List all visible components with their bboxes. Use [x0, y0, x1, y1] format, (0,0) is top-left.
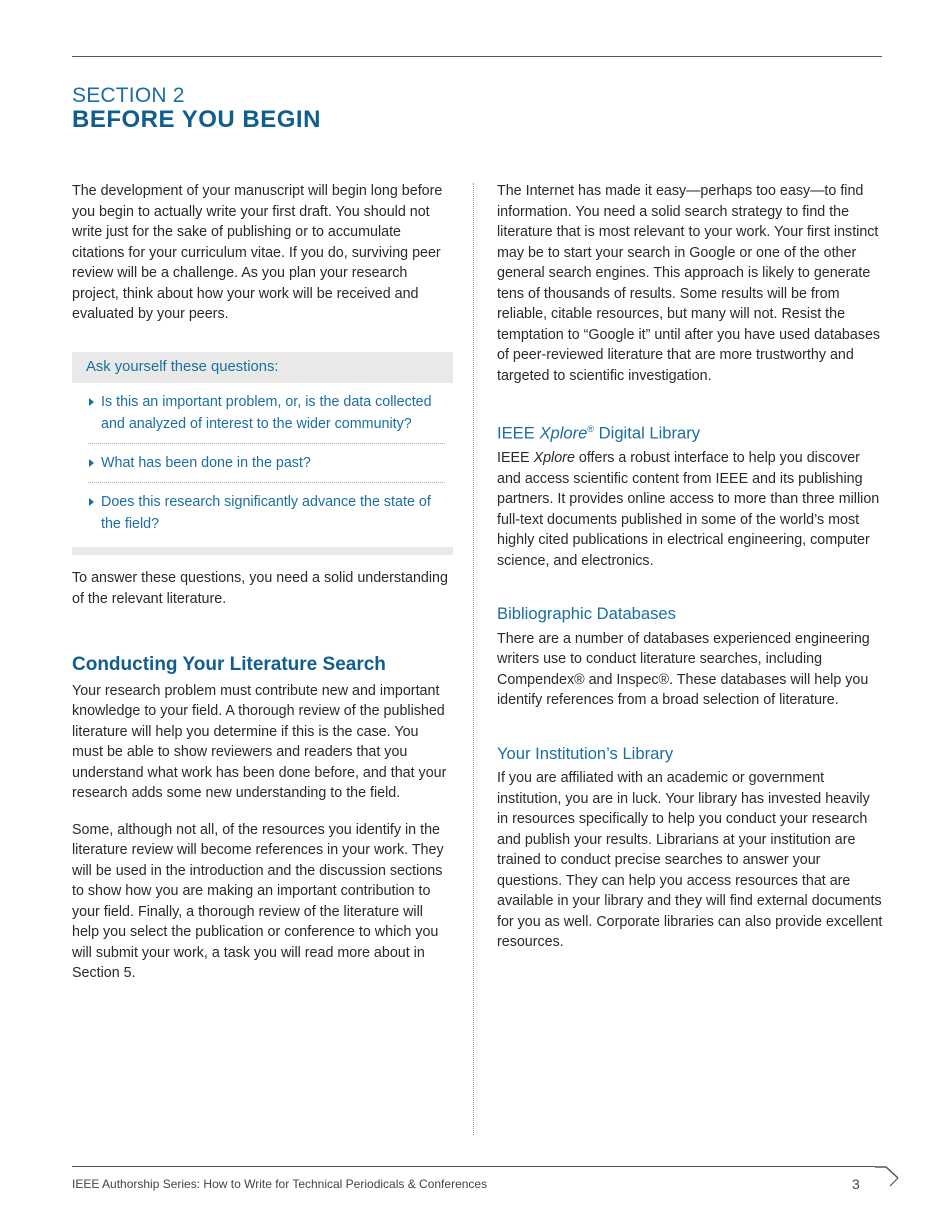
footer-series-title: IEEE Authorship Series: How to Write for Technical Periodicals & Conferences [72, 1177, 488, 1191]
right-column [497, 181, 883, 953]
intro-paragraph: The development of your manuscript will begin long before you begin to actually write your first draft. You should not write just for the sake of publishing or to accumulate citations for your curriculum vitae. If you do, surviving peer review will be a challenge. As you plan your research project, think about how your work will be received and evaluated by your peers. [72, 183, 443, 322]
question-item [88, 483, 445, 547]
literature-search-paragraph-2: Some, although not all, of the resources you identify in the literature review will become references in your work. They will be used in the introduction and the discussion sections to show how you are making an important contribution to your field. Finally, a thorough review of the literature will help you select the publication or conference to which you will submit your work, a task you will read more about in Section 5. [72, 821, 444, 981]
question-text: Is this an important problem, or, is the data collected and analyzed of interest to the wider community? [101, 394, 432, 432]
literature-search-paragraph-1: Your research problem must contribute new and important knowledge to your field. A thorough review of the published literature will help you determine if this is the case. You must be able to show reviewers and readers that you understand what work has been done before, and that your research adds some new understanding to the field. [72, 682, 447, 801]
question-text: What has been done in the past? [101, 455, 311, 471]
bibliographic-body: There are a number of databases experienced engineering writers use to conduct literature searches, including Compendex® and Inspec®. These databases will help you identify references from a broad selection of literature. [497, 630, 870, 709]
question-item [88, 444, 445, 483]
after-box-paragraph: To answer these questions, you need a solid understanding of the relevant literature. [72, 570, 448, 607]
section-label: SECTION 2 [72, 84, 185, 107]
questions-heading: Ask yourself these questions: [72, 352, 453, 384]
left-column [72, 181, 450, 984]
page-corner-icon [870, 1160, 904, 1194]
literature-search-heading: Conducting Your Literature Search [72, 654, 386, 675]
internet-paragraph: The Internet has made it easy—perhaps too easy—to find information. You need a solid search strategy to find the literature that is most relevant to your work. Your first instinct may be to start your search in Google or one of the other general search engines. This approach is likely to generate tens of thousands of results. Some results will be from reliable, citable resources, but many will not. Resist the temptation to “Google it” until after you have used databases of peer-reviewed literature that are more trustworthy and targeted to scientific investigation. [497, 183, 881, 384]
bibliographic-heading: Bibliographic Databases [497, 604, 676, 624]
library-section [497, 744, 883, 953]
xplore-heading: IEEE Xplore® Digital Library [497, 423, 701, 443]
xplore-section [497, 419, 883, 571]
library-heading: Your Institution’s Library [497, 743, 674, 763]
top-rule [72, 56, 882, 57]
bottom-rule [72, 1166, 875, 1167]
section-title: BEFORE YOU BEGIN [72, 106, 321, 133]
question-text: Does this research significantly advance the state of the field? [101, 494, 431, 532]
triangle-bullet-icon [89, 398, 94, 406]
triangle-bullet-icon [89, 498, 94, 506]
questions-box-footer-bar [72, 547, 453, 555]
library-body: If you are affiliated with an academic or government institution, you are in luck. Your library has invested heavily in resources specifically to help you conduct your research and publish your results. Librarians at your institution are trained to conduct precise searches to answer your questions. They can help you access resources that are available in your library and they will find external documents for you as well. Corporate libraries can also provide excellent resources. [497, 770, 883, 951]
bibliographic-section [497, 604, 883, 711]
questions-box [72, 352, 453, 556]
column-divider [473, 183, 474, 1135]
triangle-bullet-icon [89, 459, 94, 467]
question-item [88, 383, 445, 444]
xplore-body: IEEE Xplore offers a robust interface to help you discover and access scientific content from IEEE and its publishing partners. It provides online access to more than three million full-text documents published in some of the world’s most highly cited publications in electrical engineering, computer science, and electronics. [497, 450, 880, 569]
questions-list [72, 383, 453, 547]
page-number: 3 [852, 1176, 860, 1192]
